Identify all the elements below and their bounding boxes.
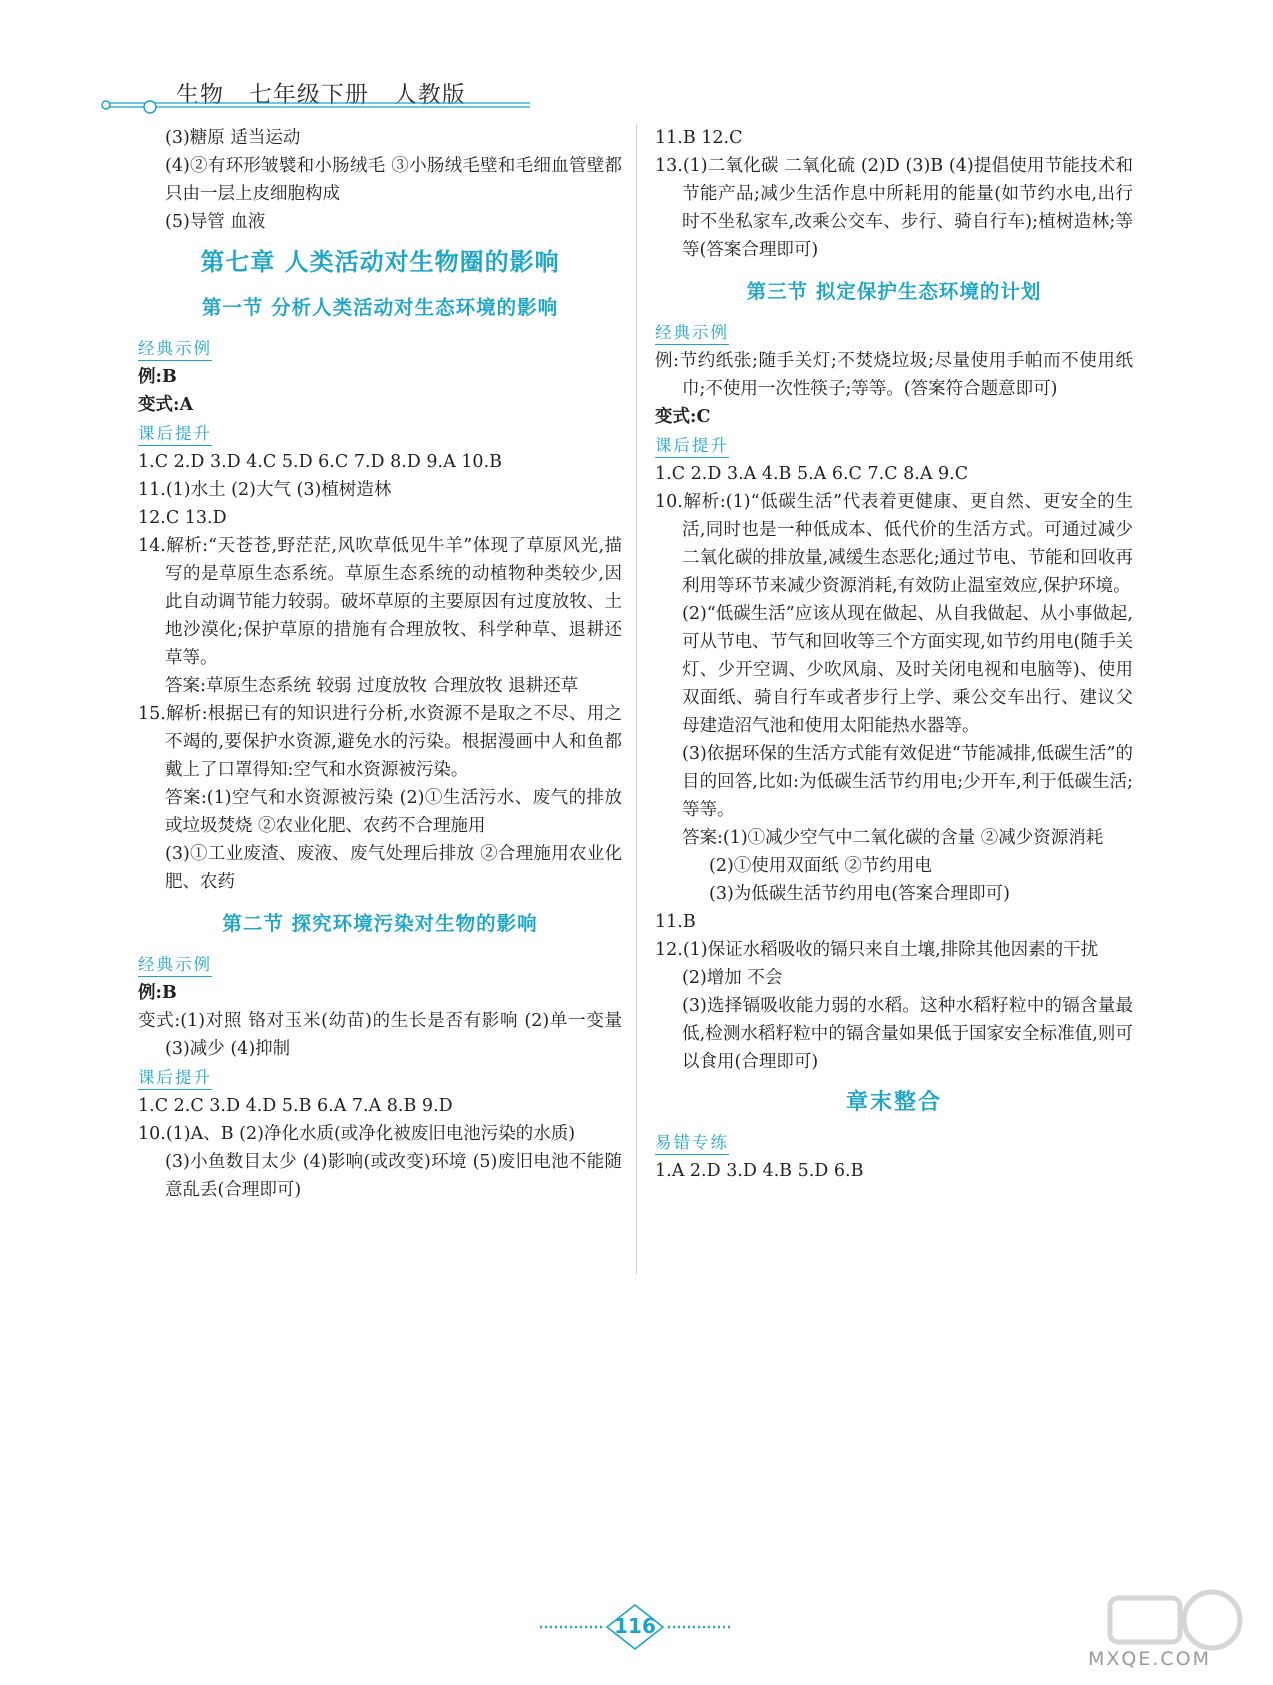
variant-answer: 变式:A — [138, 395, 194, 415]
answer-line: (2)增加 不会 — [682, 968, 783, 988]
example-answer: 例:B — [138, 367, 177, 387]
answer-line: (3)为低碳生活节约用电(答案合理即可) — [709, 884, 1010, 904]
answer-paragraph: 13.(1)二氧化碳 二氧化硫 (2)D (3)B (4)提倡使用节能技术和节能产品;减少生活作息中所耗用的能量(如节约水电,出行时不坐私家车,改乘公交车、步行、骑自行车);植树造林;等等(答案合理即可) — [655, 156, 1133, 260]
answer-line: 11.B 12.C — [655, 128, 743, 148]
variant-answer: 变式:(1)对照 铬对玉米(幼苗)的生长是否有影响 (2)单一变量 (3)减少 (4)抑制 — [138, 1011, 622, 1059]
section-tag: 课后提升 — [655, 435, 729, 458]
page-header — [100, 70, 570, 120]
example-answer: 例:节约纸张;随手关灯;不焚烧垃圾;尽量使用手帕而不使用纸巾;不使用一次性筷子;等等。(答案符合题意即可) — [655, 351, 1133, 399]
answer-paragraph: 答案:草原生态系统 较弱 过度放牧 合理放牧 退耕还草 — [165, 676, 579, 696]
answer-line: (3)糖原 适当运动 — [165, 128, 301, 148]
answer-line: 12.C 13.D — [138, 508, 227, 528]
section-title: 第二节 探究环境污染对生物的影响 — [222, 912, 538, 935]
answer-line: (5)导管 血液 — [165, 212, 266, 232]
answer-paragraph: (2)“低碳生活”应该从现在做起、从自我做起、从小事做起,可从节电、节气和回收等三个方面实现,如节约用电(随手关灯、少开空调、少吹风扇、及时关闭电视和电脑等)、使用双面纸、骑自行车或者步行上学、乘公交车出行、建议父母建造沼气池和使用太阳能热水器等。 — [682, 604, 1133, 736]
header-decoration-line — [100, 100, 540, 114]
section-tag: 经典示例 — [138, 338, 212, 361]
column-divider — [636, 124, 637, 1274]
chapter-summary-title: 章末整合 — [845, 1089, 942, 1115]
example-answer: 例:B — [138, 983, 177, 1003]
section-tag: 课后提升 — [138, 1067, 212, 1090]
section-tag: 课后提升 — [138, 423, 212, 446]
variant-answer: 变式:C — [655, 407, 711, 427]
answer-line: 1.C 2.D 3.D 4.C 5.D 6.C 7.D 8.D 9.A 10.B — [138, 452, 502, 472]
left-column — [138, 124, 622, 1204]
answer-line: (2)①使用双面纸 ②节约用电 — [709, 856, 932, 876]
answer-line: 12.(1)保证水稻吸收的镉只来自土壤,排除其他因素的干扰 — [655, 940, 1099, 960]
answer-line: 1.A 2.D 3.D 4.B 5.D 6.B — [655, 1161, 864, 1181]
chapter-title: 第七章 人类活动对生物圈的影响 — [200, 247, 560, 276]
answer-line: 11.B — [655, 912, 696, 932]
answer-paragraph: 答案:(1)空气和水资源被污染 (2)①生活污水、废气的排放或垃圾焚烧 ②农业化肥、农药不合理施用 — [165, 788, 622, 836]
answer-line: (4)②有环形皱襞和小肠绒毛 ③小肠绒毛壁和毛细血管壁都只由一层上皮细胞构成 — [165, 156, 622, 204]
answer-paragraph: 答案:(1)①减少空气中二氧化碳的含量 ②减少资源消耗 — [682, 828, 1104, 848]
section-title: 第三节 拟定保护生态环境的计划 — [746, 280, 1042, 303]
answer-paragraph: (3)选择镉吸收能力弱的水稻。这种水稻籽粒中的镉含量最低,检测水稻籽粒中的镉含量如果低于国家安全标准值,则可以食用(合理即可) — [682, 996, 1133, 1072]
right-column — [655, 124, 1133, 1185]
page-footer — [540, 1602, 730, 1652]
book-title: 生物 七年级下册 人教版 — [176, 82, 466, 108]
page-number: 116 — [614, 1614, 656, 1638]
answer-paragraph: (3)小鱼数目太少 (4)影响(或改变)环境 (5)废旧电池不能随意乱丢(合理即可) — [165, 1152, 622, 1200]
section-tag: 经典示例 — [138, 954, 212, 977]
answer-line: 10.(1)A、B (2)净化水质(或净化被废旧电池污染的水质) — [138, 1124, 576, 1144]
answer-paragraph: 10.解析:(1)“低碳生活”代表着更健康、更自然、更安全的生活,同时也是一种低成本、低代价的生活方式。可通过减少二氧化碳的排放量,减缓生态恶化;通过节电、节能和回收再利用等环节来减少资源消耗,有效防止温室效应,保护环境。 — [655, 492, 1133, 596]
answer-line: 1.C 2.D 3.A 4.B 5.A 6.C 7.C 8.A 9.C — [655, 464, 969, 484]
answer-paragraph: (3)依据环保的生活方式能有效促进“节能减排,低碳生活”的目的回答,比如:为低碳生活节约用电;少开车,利于低碳生活;等等。 — [682, 744, 1133, 820]
section-tag: 易错专练 — [655, 1132, 729, 1155]
answer-line: 11.(1)水土 (2)大气 (3)植树造林 — [138, 480, 392, 500]
answer-paragraph: 14.解析:“天苍苍,野茫茫,风吹草低见牛羊”体现了草原风光,描写的是草原生态系统。草原生态系统的动植物种类较少,因此自动调节能力较弱。破坏草原的主要原因有过度放牧、土地沙漠化;保护草原的措施有合理放牧、科学种草、退耕还草等。 — [138, 536, 622, 668]
answer-paragraph: (3)①工业废渣、废液、废气处理后排放 ②合理施用农业化肥、农药 — [165, 844, 622, 892]
watermark-text: MXQE.COM — [1088, 1648, 1212, 1670]
answer-paragraph: 15.解析:根据已有的知识进行分析,水资源不是取之不尽、用之不竭的,要保护水资源,避免水的污染。根据漫画中人和鱼都戴上了口罩得知:空气和水资源被污染。 — [138, 704, 622, 780]
answer-line: 1.C 2.C 3.D 4.D 5.B 6.A 7.A 8.B 9.D — [138, 1096, 453, 1116]
section-tag: 经典示例 — [655, 322, 729, 345]
section-title: 第一节 分析人类活动对生态环境的影响 — [201, 296, 559, 319]
